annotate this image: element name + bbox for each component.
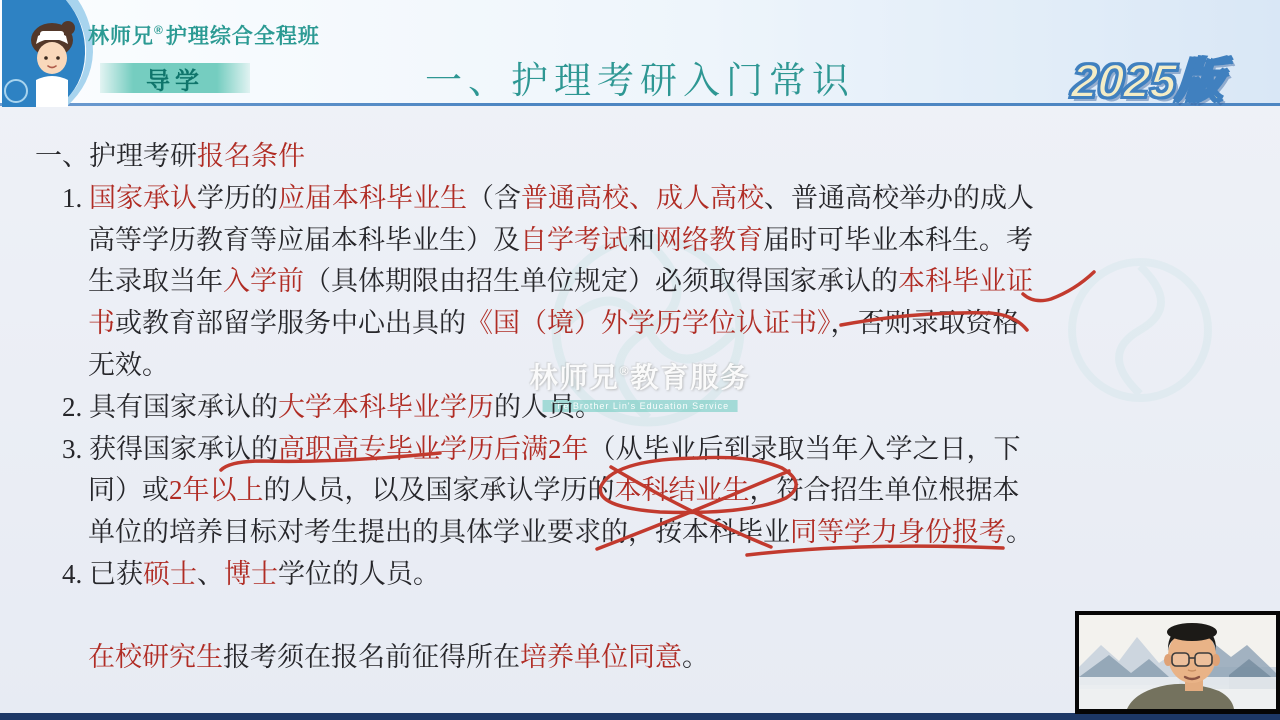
text-line <box>0 345 1280 387</box>
highlight-text: 报名条件 <box>197 141 305 171</box>
highlight-text: 国家承认 <box>89 182 197 213</box>
highlight-text: 硕士 <box>143 558 197 589</box>
watermark-brand: 林师兄 <box>529 362 620 393</box>
registered-trademark-icon: ® <box>154 23 164 37</box>
body-text: 单位的培养目标对考生提出的具体学业要求的，按本科毕业 <box>88 517 790 548</box>
body-text: 同）或 <box>88 475 169 506</box>
body-text: 1. <box>62 182 89 213</box>
section-label: 导学 <box>146 67 204 95</box>
text-line <box>0 220 1280 262</box>
highlight-text: 大学本科毕业学历 <box>278 391 494 422</box>
watermark-suffix: 教育服务 <box>630 362 751 393</box>
highlight-text: 2年以上 <box>169 475 264 506</box>
slide-text <box>0 136 1280 679</box>
nurse-mascot-icon <box>0 0 96 107</box>
page-title: 一、护理考研入门常识 <box>425 61 855 102</box>
body-text: 2. 具有国家承认的 <box>62 391 278 422</box>
text-line <box>0 387 1280 429</box>
body-text: （含 <box>467 182 521 213</box>
highlight-text: 在校研究生 <box>88 641 223 672</box>
body-text: 一、护理考研 <box>35 141 197 171</box>
watermark-reg-icon: ® <box>619 364 631 378</box>
body-text: 报考须在报名前征得所在 <box>223 641 520 672</box>
highlight-text: 书 <box>88 308 115 339</box>
body-text: 、普通高校举办的成人 <box>764 182 1034 213</box>
section-label-bar <box>100 63 250 93</box>
highlight-text: 《国（境）外学历学位认证书》 <box>466 308 831 339</box>
body-text: 高等学历教育等应届本科毕业生）及 <box>88 224 520 255</box>
highlight-text: 入学前 <box>223 266 304 297</box>
brand-course: 护理综合全程班 <box>165 25 320 48</box>
highlight-text: 博士 <box>224 558 278 589</box>
text-line <box>0 470 1280 512</box>
body-text: 学历的 <box>197 182 278 213</box>
text-line <box>0 303 1280 345</box>
body-text: 和 <box>628 224 655 255</box>
text-line <box>0 429 1280 471</box>
text-line <box>0 554 1280 596</box>
edition-badge: 2025版 <box>1070 54 1226 107</box>
instructor-video-frame <box>1079 615 1276 709</box>
body-text: 。 <box>682 641 709 672</box>
highlight-text: 网络教育 <box>655 224 763 255</box>
highlight-text: 高职高专毕业学历后满2年 <box>278 433 589 464</box>
highlight-text: 本科结业生 <box>614 475 750 506</box>
body-text: （具体期限由招生单位规定）必须取得国家承认的 <box>304 266 898 297</box>
body-text: 届时可毕业本科生。考 <box>763 224 1033 255</box>
body-text: ，符合招生单位根据本 <box>749 475 1020 506</box>
brand-name: 林师兄 <box>88 25 154 48</box>
highlight-text: 普通高校、成人高校 <box>521 182 764 213</box>
highlight-text: 同等学力身份报考 <box>790 517 1006 548</box>
body-text: 、 <box>197 558 224 589</box>
body-text: ，否则录取资格 <box>830 308 1020 339</box>
body-text: 4. 已获 <box>62 558 143 589</box>
body-text: （从毕业后到录取当年入学之日，下 <box>588 433 1021 464</box>
brand-title <box>88 20 320 50</box>
text-line <box>0 136 1280 178</box>
body-text: 学位的人员。 <box>278 558 440 589</box>
body-text: 的人员，以及国家承认学历的 <box>263 475 615 506</box>
highlight-text: 自学考试 <box>520 224 628 255</box>
text-line <box>0 261 1280 303</box>
body-text: 无效。 <box>88 349 169 380</box>
highlight-text: 应届本科毕业生 <box>278 182 467 213</box>
body-text: 3. 获得国家承认的 <box>62 433 278 464</box>
body-text: 生录取当年 <box>88 266 223 297</box>
watermark-subtitle: The Brother Lin's Education Service <box>543 400 737 412</box>
bottom-bar <box>0 713 1280 720</box>
text-line <box>0 178 1280 220</box>
highlight-text: 培养单位同意 <box>520 641 682 672</box>
highlight-text: 本科毕业证 <box>898 266 1033 297</box>
body-text: 的人员。 <box>494 391 602 422</box>
body-text: 或教育部留学服务中心出具的 <box>115 308 466 339</box>
body-text: 。 <box>1006 517 1033 548</box>
webcam-overlay <box>1075 611 1280 714</box>
text-line <box>0 512 1280 554</box>
